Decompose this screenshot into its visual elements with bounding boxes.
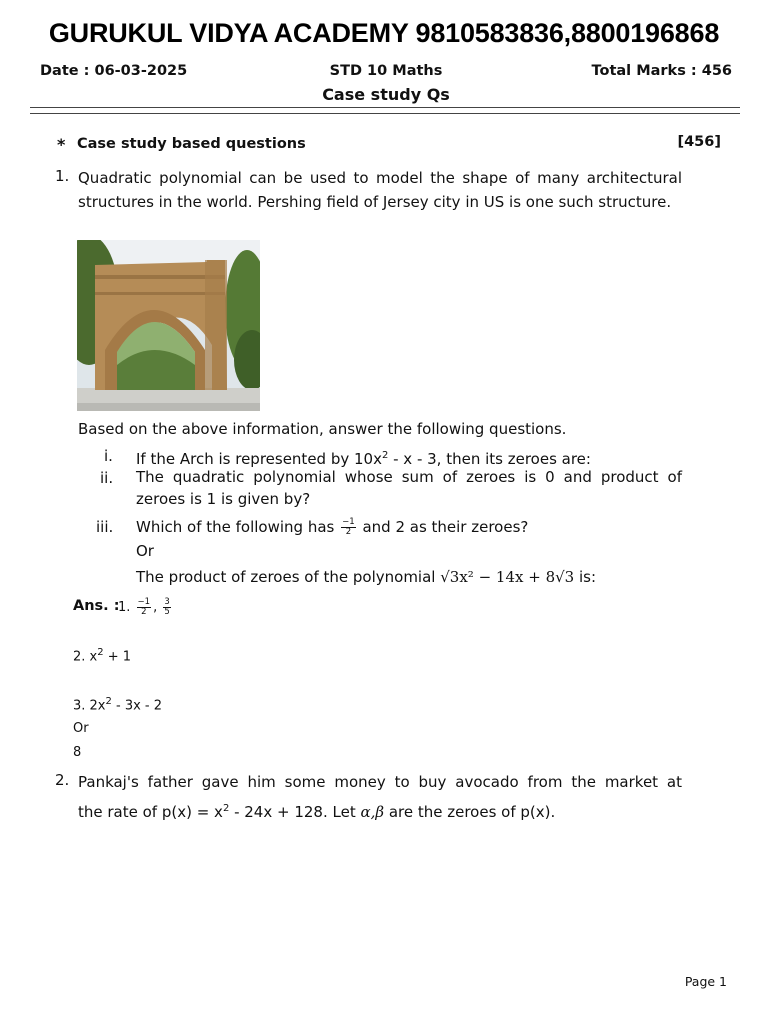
question-number: 2. (55, 771, 70, 789)
exam-date: Date : 06-03-2025 (40, 63, 188, 79)
section-title: Case study based questions (77, 136, 306, 152)
question-number: 1. (55, 167, 70, 185)
total-marks: Total Marks : 456 (591, 63, 732, 79)
answer-label: Ans. : (73, 598, 120, 614)
subquestion-text: If the Arch is represented by $10x^2$ - x - 3, then its zeroes are: (136, 450, 591, 468)
subquestion-number: i. (104, 447, 113, 465)
answer-3: 3. $2x^2 - 3x - 2$ (73, 696, 163, 714)
or-separator: Or (136, 542, 154, 560)
answer-or: Or (73, 721, 89, 736)
header-divider-top (30, 107, 740, 108)
subquestion-text: The quadratic polynomial whose sum of zeroes is 0 and product of zeroes is 1 is given by? (136, 468, 682, 508)
paper-subtitle: Case study Qs (322, 85, 450, 104)
subquestion-number: iii. (96, 518, 114, 536)
fraction: $\frac{-1}{2}$ (342, 517, 355, 537)
fraction: $\frac{-1}{2}$ (137, 597, 151, 617)
question-text-cont: the rate of $p(x) = x^2 - 24x + 128$. Let α,β are the zeroes of p(x). (78, 803, 556, 821)
section-marks: [456] (677, 134, 721, 150)
question-text: Pankaj's father gave him some money to buy avocado from the market at (78, 773, 682, 791)
instructions-text: Based on the above information, answer the following questions. (78, 420, 567, 438)
subquestion-text: The product of zeroes of the polynomial √3x² − 14x + 8√3 is: (136, 568, 597, 586)
subject-label: STD 10 Maths (329, 63, 443, 79)
arch-photo (77, 240, 260, 411)
fraction: $\frac{3}{5}$ (164, 597, 170, 617)
pershing-field-arch-image (77, 240, 260, 411)
academy-title: GURUKUL VIDYA ACADEMY 9810583836,8800196868 (48, 18, 720, 48)
subquestion-number: ii. (100, 469, 114, 487)
answer-2: 2. $x^2 + 1$ (73, 647, 132, 665)
question-text: Quadratic polynomial can be used to model the shape of many architectural structures in the world. Pershing field of Jersey city in US is one such structure. (78, 169, 682, 211)
header-divider-bottom (30, 113, 740, 114)
answer-1: 1. $\frac{-1}{2}$ , $\frac{3}{5}$ (118, 597, 170, 617)
subquestion-text: Which of the following has $\frac{-1}{2}$ and 2 as their zeroes? (136, 517, 529, 537)
answer-4: 8 (73, 745, 82, 760)
polynomial-expression: √3x² − 14x + 8√3 (440, 568, 575, 586)
section-bullet: * (57, 135, 66, 154)
page-number: Page 1 (684, 974, 727, 989)
